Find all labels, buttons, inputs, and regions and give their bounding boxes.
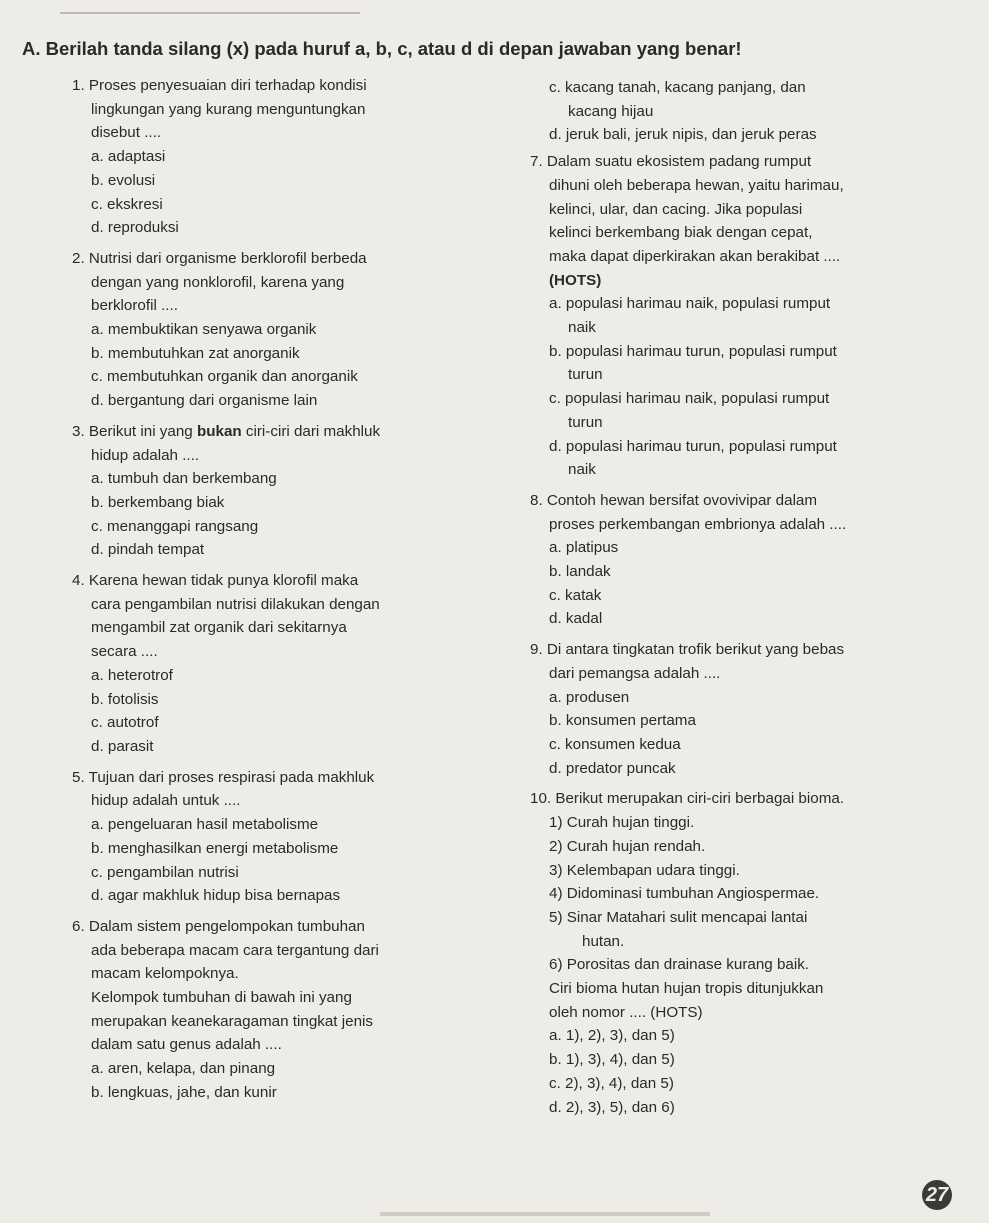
option-b[interactable]: b. landak xyxy=(549,563,611,581)
option-c[interactable]: c. konsumen kedua xyxy=(549,735,681,753)
option-b[interactable]: b. evolusi xyxy=(91,171,156,189)
question-text: 3. Berikut ini yang bukan ciri-ciri dari makhluk xyxy=(72,422,381,440)
question-text: maka dapat diperkirakan akan berakibat .... xyxy=(549,247,841,265)
right-column xyxy=(530,76,970,1119)
option-c[interactable]: c. pengambilan nutrisi xyxy=(91,863,239,881)
question-text: disebut .... xyxy=(91,124,162,142)
question-text: lingkungan yang kurang menguntungkan xyxy=(91,100,366,118)
question-10 xyxy=(530,787,970,1119)
question-text: oleh nomor .... (HOTS) xyxy=(549,1003,703,1021)
question-text: kelinci, ular, dan cacing. Jika populasi xyxy=(549,200,803,218)
option-a[interactable]: a. tumbuh dan berkembang xyxy=(91,470,277,488)
question-2 xyxy=(72,247,502,413)
question-text: macam kelompoknya. xyxy=(91,965,239,983)
option-d[interactable]: d. populasi harimau turun, populasi rumput naik xyxy=(549,437,837,479)
option-a[interactable]: a. platipus xyxy=(549,539,619,557)
option-a[interactable]: a. adaptasi xyxy=(91,148,166,166)
option-b[interactable]: b. konsumen pertama xyxy=(549,712,696,730)
question-5 xyxy=(72,766,502,908)
statement-1: 1) Curah hujan tinggi. xyxy=(549,814,695,832)
question-text: 7. Dalam suatu ekosistem padang rumput xyxy=(530,153,812,171)
option-a[interactable]: a. membuktikan senyawa organik xyxy=(91,321,317,339)
question-text: 5. Tujuan dari proses respirasi pada makhluk xyxy=(72,768,375,786)
option-d[interactable]: d. parasit xyxy=(91,737,154,755)
question-8 xyxy=(530,489,970,631)
question-text: 1. Proses penyesuaian diri terhadap kondisi xyxy=(72,77,367,94)
option-d[interactable]: d. reproduksi xyxy=(91,219,179,237)
option-c[interactable]: c. katak xyxy=(549,586,602,604)
question-text: 10. Berikut merupakan ciri-ciri berbagai bioma. xyxy=(530,790,845,808)
question-text: secara .... xyxy=(91,643,158,661)
section-heading: A. Berilah tanda silang (x) pada huruf a, b, c, atau d di depan jawaban yang benar! xyxy=(22,38,742,59)
option-a[interactable]: a. 1), 2), 3), dan 5) xyxy=(549,1027,675,1045)
option-d[interactable]: d. 2), 3), 5), dan 6) xyxy=(549,1098,675,1116)
footer-rule xyxy=(380,1212,710,1216)
option-c[interactable]: c. ekskresi xyxy=(91,195,163,213)
option-a[interactable]: a. pengeluaran hasil metabolisme xyxy=(91,816,319,834)
option-c[interactable]: c. populasi harimau naik, populasi rumput turun xyxy=(549,390,830,431)
option-b[interactable]: b. menghasilkan energi metabolisme xyxy=(91,839,339,857)
question-text: 8. Contoh hewan bersifat ovovivipar dalam xyxy=(530,491,818,509)
option-d[interactable]: d. predator puncak xyxy=(549,759,676,777)
option-b[interactable]: b. lengkuas, jahe, dan kunir xyxy=(91,1083,277,1101)
question-text: Ciri bioma hutan hujan tropis ditunjukkan xyxy=(549,980,824,998)
question-text: dihuni oleh beberapa hewan, yaitu harimau, xyxy=(549,176,844,194)
question-1 xyxy=(72,74,502,240)
question-text: Kelompok tumbuhan di bawah ini yang xyxy=(91,989,352,1007)
option-b[interactable]: b. 1), 3), 4), dan 5) xyxy=(549,1051,675,1069)
option-d[interactable]: d. pindah tempat xyxy=(91,541,205,559)
question-text: 4. Karena hewan tidak punya klorofil maka xyxy=(72,572,359,590)
option-c[interactable]: c. kacang tanah, kacang panjang, dan kacang hijau xyxy=(549,79,806,120)
option-b[interactable]: b. fotolisis xyxy=(91,690,159,708)
option-c[interactable]: c. 2), 3), 4), dan 5) xyxy=(549,1074,674,1092)
question-9 xyxy=(530,638,970,780)
option-a[interactable]: a. heterotrof xyxy=(91,666,173,684)
emphasis-word: bukan xyxy=(196,422,242,440)
option-a[interactable]: a. populasi harimau naik, populasi rumput naik xyxy=(549,295,831,337)
question-text: kelinci berkembang biak dengan cepat, xyxy=(549,224,813,242)
question-text: dalam satu genus adalah .... xyxy=(91,1036,282,1054)
option-a[interactable]: a. aren, kelapa, dan pinang xyxy=(91,1060,276,1078)
option-d[interactable]: d. bergantung dari organisme lain xyxy=(91,392,318,410)
option-c[interactable]: c. menanggapi rangsang xyxy=(91,517,259,535)
question-text: merupakan keanekaragaman tingkat jenis xyxy=(91,1012,373,1030)
option-c[interactable]: c. membutuhkan organik dan anorganik xyxy=(91,368,358,386)
statement-3: 3) Kelembapan udara tinggi. xyxy=(549,861,740,879)
question-text: ada beberapa macam cara tergantung dari xyxy=(91,941,379,959)
question-text: 6. Dalam sistem pengelompokan tumbuhan xyxy=(72,917,365,935)
question-text: cara pengambilan nutrisi dilakukan dengan xyxy=(91,595,380,613)
statement-5: 5) Sinar Matahari sulit mencapai lantai xyxy=(549,908,808,926)
question-4 xyxy=(72,569,502,759)
question-6-continued xyxy=(530,76,970,147)
question-text: proses perkembangan embrionya adalah .... xyxy=(549,515,847,533)
statement-4: 4) Didominasi tumbuhan Angiospermae. xyxy=(549,885,820,903)
page-number: 27 xyxy=(922,1180,952,1210)
left-column xyxy=(72,74,502,1105)
question-text: 9. Di antara tingkatan trofik berikut yang bebas xyxy=(530,641,845,659)
option-a[interactable]: a. produsen xyxy=(549,688,630,706)
question-text: dengan yang nonklorofil, karena yang xyxy=(91,273,345,291)
option-d[interactable]: d. jeruk bali, jeruk nipis, dan jeruk peras xyxy=(549,126,817,144)
statement-6: 6) Porositas dan drainase kurang baik. xyxy=(549,956,810,974)
statement-2: 2) Curah hujan rendah. xyxy=(549,837,706,855)
option-d[interactable]: d. agar makhluk hidup bisa bernapas xyxy=(91,887,341,905)
question-7 xyxy=(530,150,970,482)
statement-5-continued: hutan. xyxy=(582,932,625,950)
question-3 xyxy=(72,420,502,562)
option-b[interactable]: b. membutuhkan zat anorganik xyxy=(91,344,300,362)
option-d[interactable]: d. kadal xyxy=(549,610,603,628)
option-b[interactable]: b. populasi harimau turun, populasi rumput turun xyxy=(549,342,837,384)
question-text: berklorofil .... xyxy=(91,297,178,315)
question-text: hidup adalah untuk .... xyxy=(91,792,241,810)
question-text: dari pemangsa adalah .... xyxy=(549,664,721,682)
question-6 xyxy=(72,915,502,1105)
option-c[interactable]: c. autotrof xyxy=(91,714,159,732)
question-text: mengambil zat organik dari sekitarnya xyxy=(91,619,347,637)
option-b[interactable]: b. berkembang biak xyxy=(91,493,225,511)
question-text: 2. Nutrisi dari organisme berklorofil berbeda xyxy=(72,249,367,267)
hots-tag: (HOTS) xyxy=(549,271,602,289)
top-rule xyxy=(60,12,360,14)
question-text: hidup adalah .... xyxy=(91,446,200,464)
